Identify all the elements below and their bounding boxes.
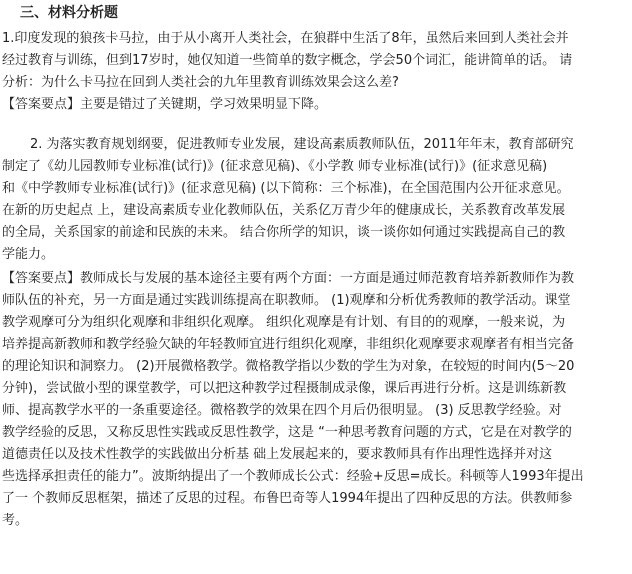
q2-line: 教学经验的反思，又称反思性实践或反思性教学，这是 “一种思考教育问题的方式，它是在对教学的	[2, 425, 572, 440]
q2-line: 些选择承担责任的能力”。波斯纳提出了一个教师成长公式：经验+反思=成长。科顿等人1993年提出	[2, 469, 584, 484]
q2-line: 2. 为落实教育规划纲要，促进教师专业发展，建设高素质教师队伍，2011年年末，教育部研究	[30, 137, 574, 152]
q2-line: 了一 个教师反思框架，描述了反思的过程。布鲁巴奇等人1994年提出了四种反思的方法。供教师参	[2, 491, 573, 506]
q2-line: 培养提高新教师和教学经验欠缺的年轻教师宜进行组织化观摩，非组织化观摩要求观摩者有相当完备	[2, 337, 575, 352]
section-title: 三、材料分析题	[20, 5, 118, 21]
q2-line: 在新的历史起点 上，建设高素质专业化教师队伍，关系亿万青少年的健康成长，关系教育改革发展	[2, 203, 566, 218]
q1-line: 分析：为什么卡马拉在回到人类社会的九年里教育训练效果会这么差?	[2, 75, 399, 90]
q2-line: 道德责任以及技术性教学的实践做出分析基 础上发展起来的，要求教师具有作出理性选择并对这	[2, 447, 553, 462]
q2-line: 的全局，关系国家的前途和民族的未来。 结合你所学的知识，谈一谈你如何通过实践提高自己的教	[2, 225, 566, 240]
q2-line: 分钟)，尝试做小型的课堂教学，可以把这种教学过程摄制成录像，课后再进行分析。这是训练新教	[2, 381, 567, 396]
q1-line: 经过教育与训练，但到17岁时，她仅知道一些简单的数字概念，学会50个词汇，能讲简单的话。 请	[2, 53, 573, 68]
q2-line: 和《中学教师专业标准(试行)》(征求意见稿) (以下简称：三个标准)，在全国范围内公开征求意见。	[2, 181, 570, 196]
q1-line: 1.印度发现的狼孩卡马拉，由于从小离开人类社会，在狼群中生活了8年，虽然后来回到人类社会并	[2, 31, 569, 46]
q2-line: 考。	[2, 513, 29, 528]
q2-line: 教学观摩可分为组织化观摩和非组织化观摩。 组织化观摩是有计划、有目的的观摩，一般来说，为	[2, 315, 566, 330]
q2-line: 师、提高教学水平的一条重要途径。微格教学的效果在四个月后仍很明显。 (3) 反思教学经验。对	[2, 403, 562, 418]
q1-answer: 【答案要点】主要是错过了关键期，学习效果明显下降。	[2, 97, 328, 112]
q2-line: 制定了《幼儿园教师专业标准(试行)》(征求意见稿)、《小学教 师专业标准(试行)》(征求意见稿)	[2, 159, 548, 174]
q2-answer-start: 【答案要点】教师成长与发展的基本途径主要有两个方面：一方面是通过师范教育培养新教师作为教	[2, 271, 575, 286]
q2-line: 师队伍的补充，另一方面是通过实践训练提高在职教师。 (1)观摩和分析优秀教师的教学活动。课堂	[2, 293, 571, 308]
q2-line: 学能力。	[2, 247, 55, 262]
q2-line: 的理论知识和洞察力。 (2)开展微格教学。微格教学指以少数的学生为对象，在较短的时间内(5～20	[2, 359, 575, 374]
